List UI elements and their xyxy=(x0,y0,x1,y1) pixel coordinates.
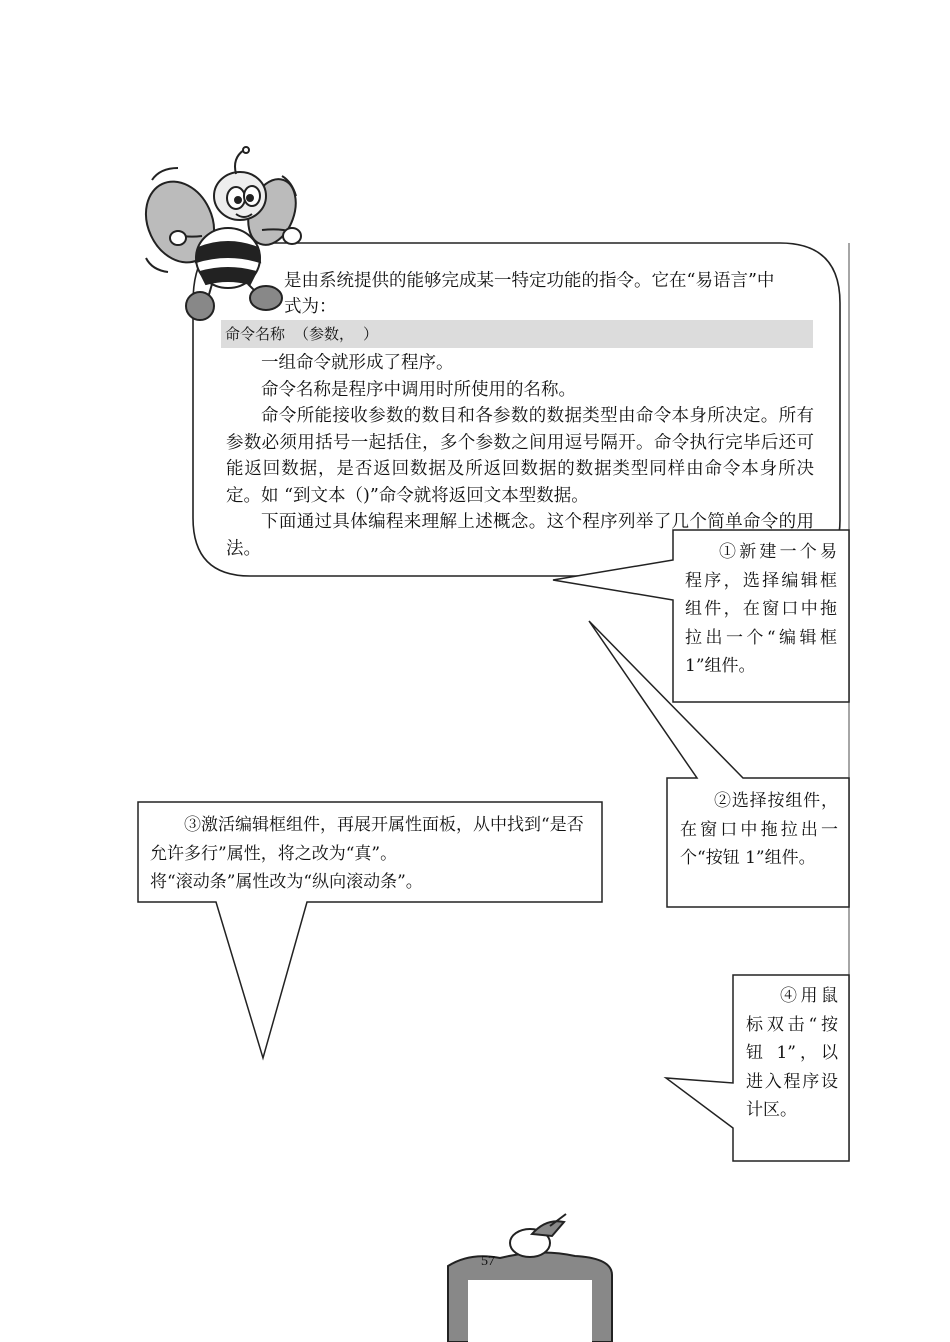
intro-line-1: 是由系统提供的能够完成某一特定功能的指令。它在“易语言”中 xyxy=(284,271,775,291)
paragraph-3: 命令所能接收参数的数目和各参数的数据类型由命令本身所决定。所有参数必须用括号一起括住，多个参数之间用逗号隔开。命令执行完毕后还可能返回数据，是否返回数据及所返回数据的数据类型同样由命令本身所决定。如 “到文本（)”命令就将返回文本型数据。 xyxy=(226,406,814,506)
page-number: 57 xyxy=(481,1254,495,1269)
command-format-code: 命令名称 （参数， ） xyxy=(221,320,813,348)
main-body-text xyxy=(226,350,814,562)
callout-3-line-2: 将“滚动条”属性改为“纵向滚动条”。 xyxy=(150,872,423,892)
callout-2-text: ②选择按组件，在窗口中拖拉出一个“按钮 1”组件。 xyxy=(680,791,838,868)
intro-line-2: 式为： xyxy=(284,297,337,317)
paragraph-1: 一组命令就形成了程序。 xyxy=(261,353,454,373)
callout-3-text xyxy=(150,811,596,897)
callout-1-text: ①新建一个易程序，选择编辑框组件，在窗口中拖拉出一个“编辑框1”组件。 xyxy=(685,542,837,676)
paragraph-2: 命令名称是程序中调用时所使用的名称。 xyxy=(261,379,576,400)
callout-3-line-1: ③激活编辑框组件，再展开属性面板，从中找到“是否允许多行”属性，将之改为“真”。 xyxy=(150,815,584,864)
paragraph-4: 下面通过具体编程来理解上述概念。这个程序列举了几个简单命令的用法。 xyxy=(226,512,814,559)
callout-4-text: ④用鼠标双击“按钮 1”，以进入程序设计区。 xyxy=(746,986,838,1120)
signpost-mascot-icon xyxy=(448,1214,612,1342)
